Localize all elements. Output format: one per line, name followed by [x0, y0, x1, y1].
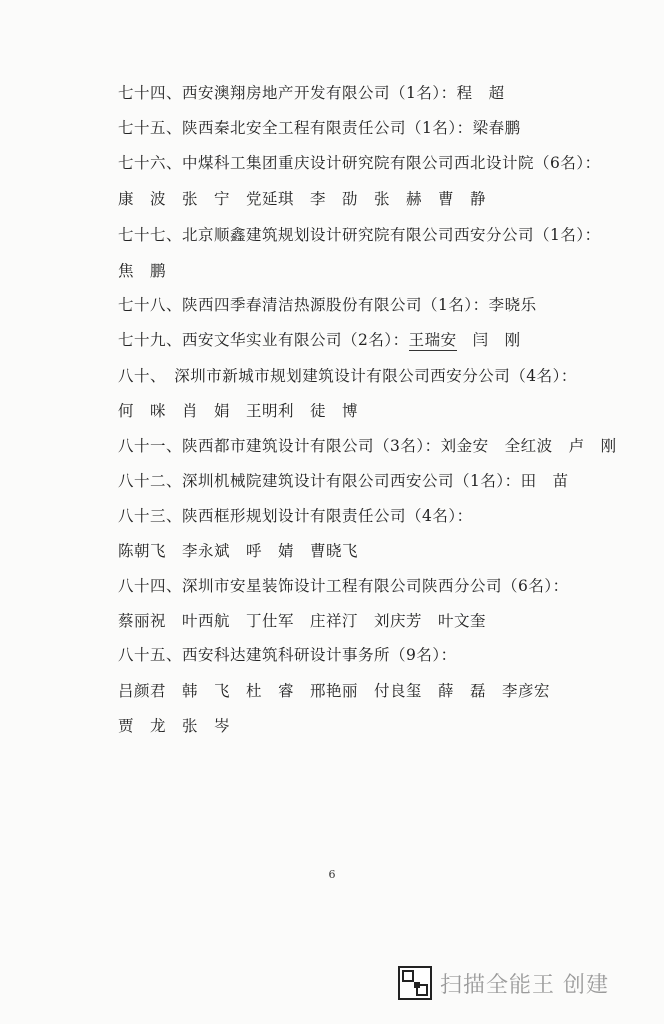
qr-code-icon [398, 966, 432, 1000]
entry-85: 八十五、西安科达建筑科研设计事务所（9名）： [118, 646, 457, 664]
entry-82: 八十二、深圳机械院建筑设计有限公司西安公司（1名）：田 苗 [118, 472, 569, 490]
entry-80: 八十、 深圳市新城市规划建筑设计有限公司西安分公司（4名）： [118, 367, 577, 385]
entry-77-names: 焦 鹏 [118, 262, 167, 280]
entry-78: 七十八、陕西四季春清洁热源股份有限公司（1名）：李晓乐 [118, 296, 537, 314]
entry-75: 七十五、陕西秦北安全工程有限责任公司（1名）：梁春鹏 [118, 119, 521, 137]
entry-83: 八十三、陕西框形规划设计有限责任公司（4名）： [118, 507, 473, 525]
entry-85-names-1: 吕颜君 韩 飞 杜 睿 邢艳丽 付良玺 薛 磊 李彦宏 [118, 682, 551, 700]
underlined-name: 王瑞安 [408, 331, 457, 349]
entry-81: 八十一、陕西都市建筑设计有限公司（3名）：刘金安 全红波 卢 刚 [118, 437, 617, 455]
entry-79-suffix: 闫 刚 [456, 331, 521, 349]
watermark-text: 扫描全能王 创建 [440, 972, 609, 998]
entry-84: 八十四、深圳市安星装饰设计工程有限公司陕西分公司（6名）： [118, 577, 569, 595]
entry-80-names: 何 咪 肖 娟 王明利 徒 博 [118, 402, 359, 420]
scanner-watermark [398, 966, 609, 1000]
entry-76-names: 康 波 张 宁 党延琪 李 劭 张 赫 曹 静 [118, 190, 487, 208]
entry-79 [118, 330, 521, 350]
entry-84-names: 蔡丽祝 叶西航 丁仕军 庄祥汀 刘庆芳 叶文奎 [118, 612, 487, 630]
entry-76: 七十六、中煤科工集团重庆设计研究院有限公司西北设计院（6名）： [118, 154, 601, 172]
entry-85-names-2: 贾 龙 张 岑 [118, 717, 231, 735]
entry-83-names: 陈朝飞 李永斌 呼 婧 曹晓飞 [118, 542, 359, 560]
entry-77: 七十七、北京顺鑫建筑规划设计研究院有限公司西安分公司（1名）： [118, 226, 601, 244]
page-number: 6 [328, 868, 336, 881]
entry-79-prefix: 七十九、西安文华实业有限公司（2名）： [118, 331, 409, 349]
entry-74: 七十四、西安澳翔房地产开发有限公司（1名）：程 超 [118, 84, 505, 102]
